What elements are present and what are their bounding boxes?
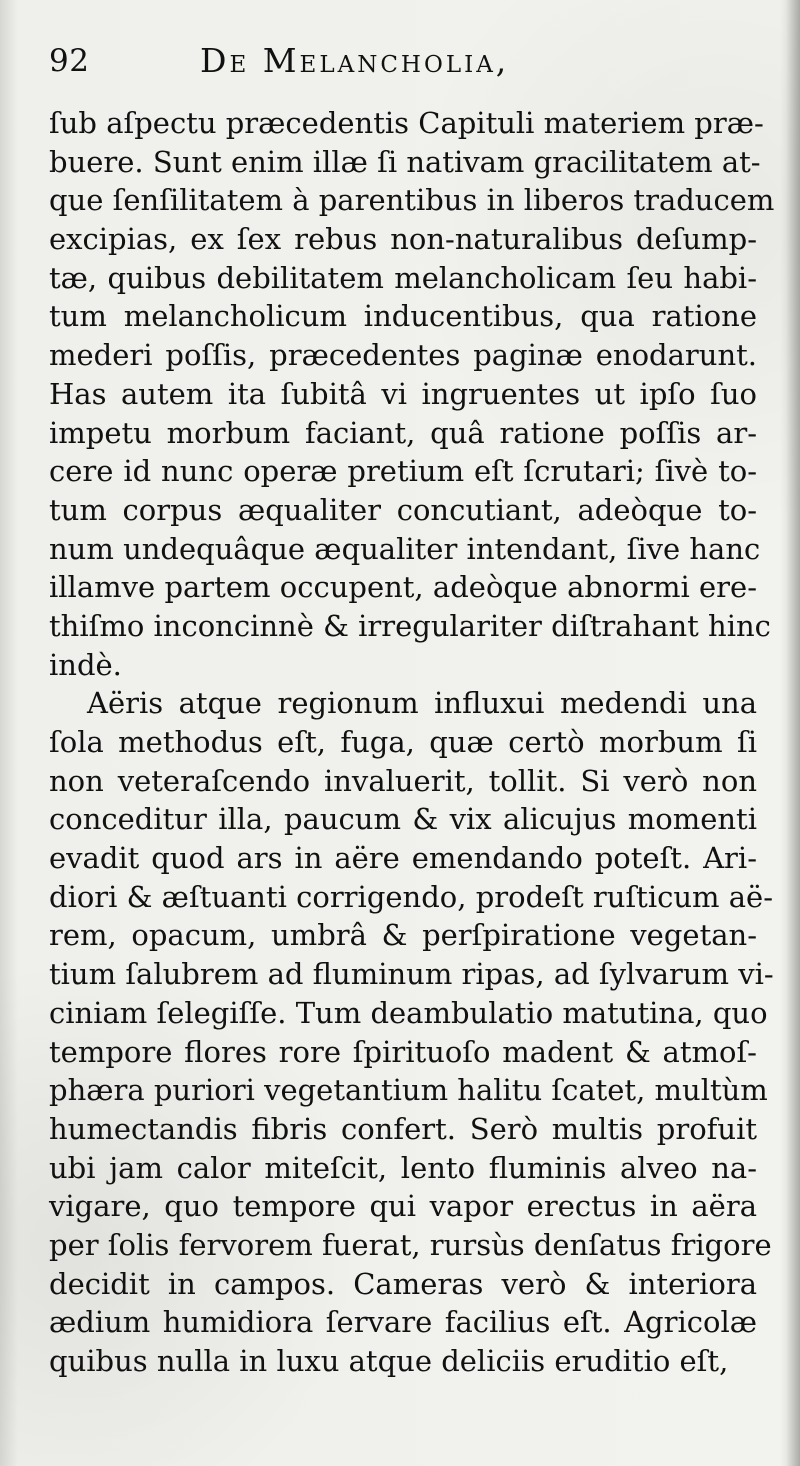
text-line: evadit quod ars in aëre emendando poteſt. Ari- xyxy=(49,841,757,876)
text-line: indè. xyxy=(49,647,122,682)
text-line: Aëris atque regionum influxui medendi una xyxy=(87,686,757,721)
running-head: De Melancholia, xyxy=(200,41,510,80)
text-line: ciniam ſelegiſſe. Tum deambulatio matutina, quo xyxy=(49,995,768,1030)
text-line: per ſolis fervorem fuerat, rursùs denſatus frigore xyxy=(49,1227,772,1262)
text-line: illamve partem occupent, adeòque abnormi ere- xyxy=(49,570,757,605)
text-line: non veteraſcendo invaluerit, tollit. Si verò non xyxy=(49,763,757,798)
text-line: tæ, quibus debilitatem melancholicam ſeu habi- xyxy=(49,260,757,295)
text-line: tum melancholicum inducentibus, qua ratione xyxy=(49,299,757,334)
text-line: que ſenſilitatem à parentibus in liberos traducem xyxy=(49,183,775,218)
text-line: conceditur illa, paucum & vix alicujus momenti xyxy=(49,802,757,837)
text-line: excipias, ex ſex rebus non-naturalibus deſump- xyxy=(49,222,757,257)
text-line: tum corpus æqualiter concutiant, adeòque to- xyxy=(49,492,757,527)
text-line: tempore flores rore ſpirituoſo madent & atmoſ- xyxy=(49,1034,757,1069)
text-line: quibus nulla in luxu atque deliciis eruditio eſt, xyxy=(49,1344,729,1378)
page-edge-shadow xyxy=(786,0,800,1466)
page-header xyxy=(49,41,759,96)
text-line: impetu morbum faciant, quâ ratione poſſis ar- xyxy=(49,415,757,450)
page-number: 92 xyxy=(49,43,90,79)
text-line: diori & æſtuanti corrigendo, prodeſt ruſticum aë- xyxy=(49,879,773,914)
text-line: vigare, quo tempore qui vapor erectus in aëra xyxy=(49,1189,757,1224)
text-line: phæra puriori vegetantium halitu ſcatet, multùm xyxy=(49,1073,768,1108)
text-line: humectandis fibris confert. Serò multis profuit xyxy=(49,1111,757,1146)
body-text xyxy=(49,104,775,1381)
text-line: mederi poſſis, præcedentes paginæ enodarunt. xyxy=(49,338,757,373)
text-line: rem, opacum, umbrâ & perſpiratione vegetan- xyxy=(49,918,757,953)
text-line: ſub aſpectu præcedentis Capituli materiem præ- xyxy=(49,106,764,140)
text-line: num undequâque æqualiter intendant, ſive hanc xyxy=(49,531,761,566)
text-line: ædium humidiora ſervare facilius eſt. Agricolæ xyxy=(49,1305,757,1340)
text-line: thiſmo inconcinnè & irregulariter diſtrahant hinc xyxy=(49,608,771,643)
text-line: buere. Sunt enim illæ ſi nativam gracilitatem at- xyxy=(49,144,761,179)
text-line: tium ſalubrem ad fluminum ripas, ad ſylvarum vi- xyxy=(49,957,774,992)
text-line: decidit in campos. Cameras verò & interiora xyxy=(49,1266,757,1301)
text-line: ubi jam calor miteſcit, lento fluminis alveo na- xyxy=(49,1150,757,1185)
text-line: ſola methodus eſt, fuga, quæ certò morbum ſi xyxy=(49,725,757,759)
text-line: Has autem ita ſubitâ vi ingruentes ut ipſo ſuo xyxy=(49,376,757,411)
text-line: cere id nunc operæ pretium eſt ſcrutari; ſivè to- xyxy=(49,454,757,489)
